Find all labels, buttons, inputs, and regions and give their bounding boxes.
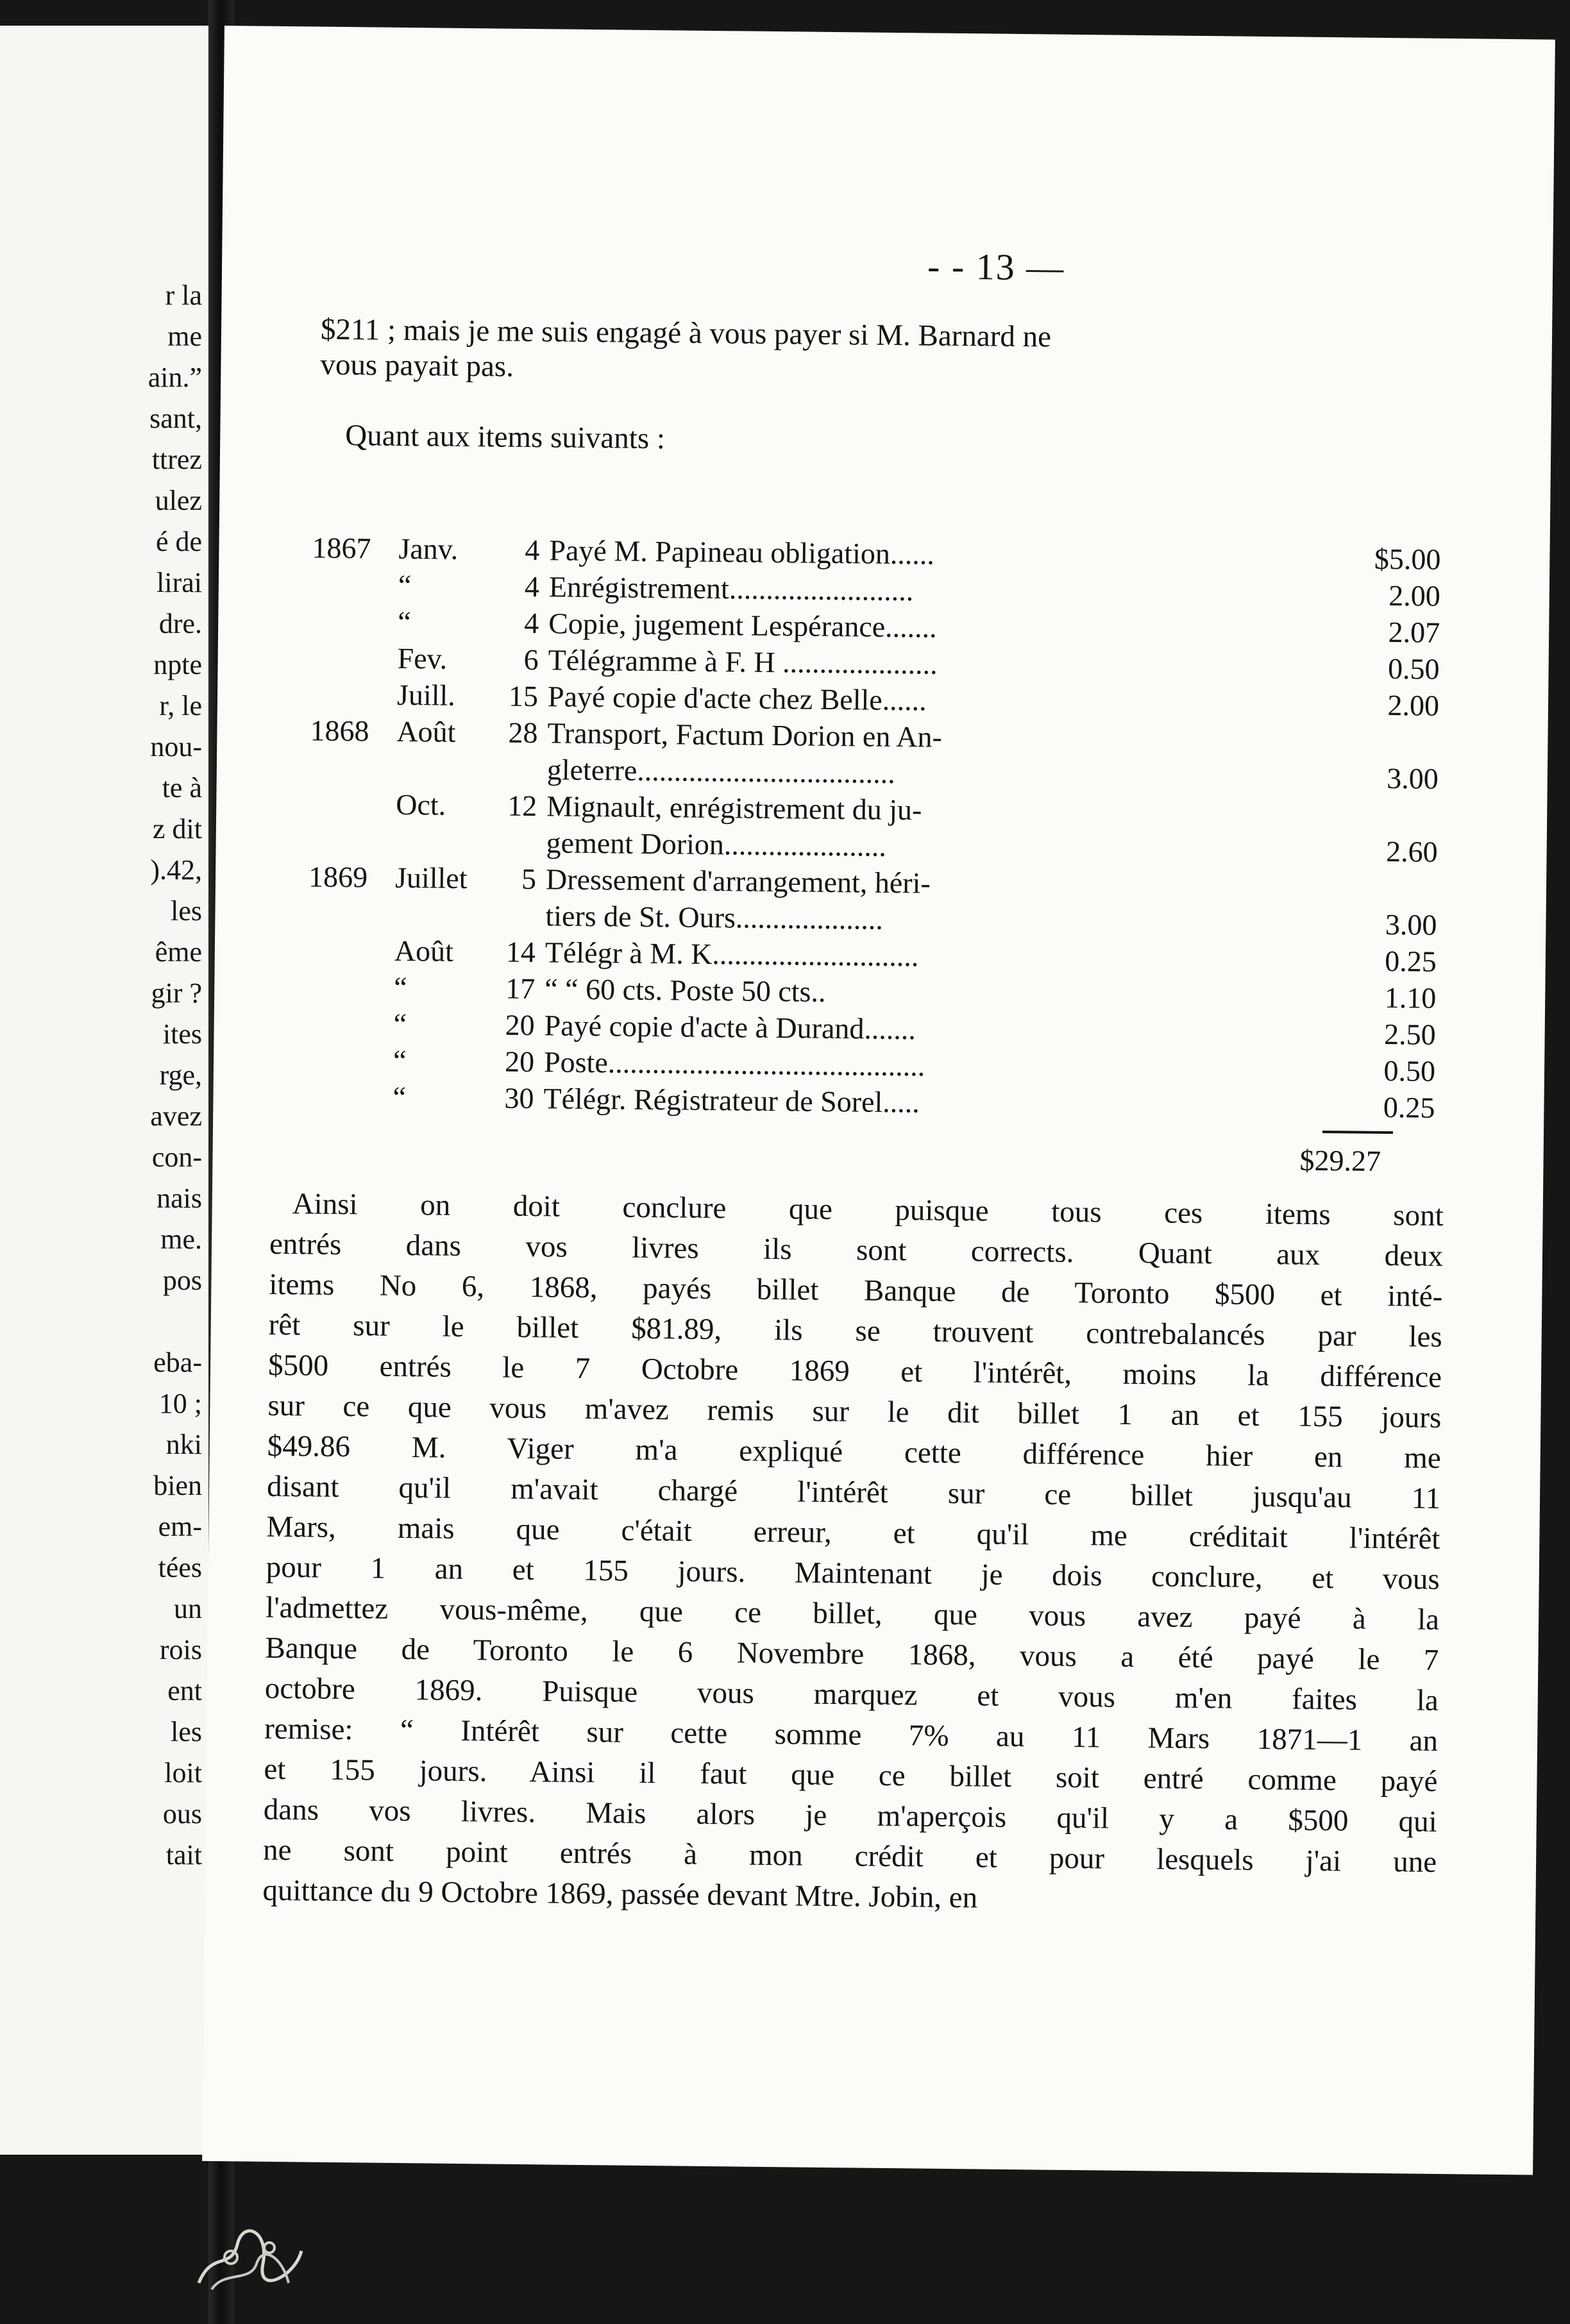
paragraph-line: items No 6, 1868, payés billet Banque de Toronto $500 et inté- <box>269 1267 1443 1313</box>
paragraph-line: Banque de Toronto le 6 Novembre 1868, vous a été payé le 7 <box>265 1631 1439 1677</box>
left-page-fragment: z dit <box>153 813 202 845</box>
entry-day: 20 <box>505 1008 535 1042</box>
paragraph-line: $500 entrés le 7 Octobre 1869 et l'intérêt, moins la différence <box>267 1348 1442 1394</box>
entry-day: 6 <box>523 643 539 677</box>
left-page-fragment: te à <box>162 772 202 804</box>
paragraph-line: pour 1 an et 155 jours. Maintenant je dois conclure, et vous <box>266 1550 1440 1596</box>
left-page-fragment: rge, <box>159 1059 202 1091</box>
entry-month: Juill. <box>396 678 456 712</box>
expense-entry <box>311 641 1440 686</box>
entry-month: “ <box>394 970 408 1004</box>
expense-entry <box>308 970 1437 1015</box>
left-page-fragment: ).42, <box>150 854 202 886</box>
entry-month: “ <box>398 568 412 602</box>
paragraph-line: sur ce que vous m'avez remis sur le dit billet 1 an et 155 jours <box>267 1388 1442 1435</box>
paragraph-line: ne sont point entrés à mon crédit et pour lesquels j'ai une <box>262 1833 1437 1879</box>
entry-desc: Dressement d'arrangement, héri- <box>545 863 931 900</box>
entry-amount: 2.00 <box>1387 689 1440 722</box>
paragraph-line: dans vos livres. Mais alors je m'aperçois qu'il y a $500 qui <box>263 1792 1438 1839</box>
left-page-fragment: lirai <box>156 567 202 598</box>
entry-year <box>312 569 392 570</box>
total-rule <box>1322 1131 1393 1134</box>
entry-amount: $5.00 <box>1374 542 1441 576</box>
paragraph-line: rêt sur le billet $81.89, ils se trouvent contrebalancés par les <box>268 1308 1442 1354</box>
intro-line: vous payait pas. <box>320 348 514 383</box>
entry-month <box>395 900 498 901</box>
left-page-fragment: r la <box>165 280 202 311</box>
expense-entry <box>310 678 1440 722</box>
expense-entry <box>310 752 1439 795</box>
paragraph-line: l'admettez vous-même, que ce billet, que vous avez payé à la <box>265 1590 1440 1637</box>
entry-amount: 0.25 <box>1385 945 1437 978</box>
entry-year: 1868 <box>310 714 369 748</box>
entry-month: Juillet <box>394 861 468 895</box>
paragraph-line: $49.86 M. Viger m'a expliqué cette différence hier en me <box>267 1429 1441 1475</box>
entry-amount: 2.00 <box>1389 579 1441 612</box>
entry-amount: 1.10 <box>1384 981 1437 1015</box>
left-page-fragment: dre. <box>158 608 202 639</box>
left-page-fragment: ulez <box>155 485 202 516</box>
entry-day: 30 <box>504 1081 534 1115</box>
left-page-fragment: ttrez <box>151 444 202 475</box>
entry-desc: Mignault, enrégistrement du ju- <box>546 789 922 827</box>
left-page-fragment: con- <box>151 1141 202 1173</box>
entry-month: Août <box>394 934 454 968</box>
left-page-fragment: tait <box>165 1839 202 1871</box>
left-page-fragment: ites <box>162 1018 202 1050</box>
paragraph-line: Mars, mais que c'était erreur, et qu'il me créditait l'intérêt <box>266 1510 1440 1556</box>
entry-day: 28 <box>508 716 538 750</box>
entry-year: 1867 <box>312 531 371 565</box>
left-page-fragment: me <box>167 321 202 352</box>
entry-month <box>396 754 499 755</box>
paragraph-line: quittance du 9 Octobre 1869, passée devant Mtre. Jobin, en <box>262 1873 978 1915</box>
entry-day: 4 <box>524 606 539 640</box>
left-page-fragment: em- <box>158 1511 202 1542</box>
left-page-fragment: 10 ; <box>158 1388 202 1419</box>
entry-day: 4 <box>525 533 540 567</box>
entry-year <box>312 606 392 607</box>
entry-month: “ <box>398 605 411 639</box>
paragraph-line: octobre 1869. Puisque vous marquez et vous m'en faites la <box>264 1671 1439 1717</box>
expense-entry <box>308 898 1437 941</box>
entry-year <box>308 935 388 936</box>
entry-month: “ <box>393 1007 407 1041</box>
entry-amount: 0.25 <box>1383 1091 1435 1124</box>
entry-desc: Payé copie d'acte chez Belle...... <box>547 680 927 717</box>
paragraph-line: disant qu'il m'avait chargé l'intérêt sur ce billet jusqu'au 11 <box>266 1469 1441 1515</box>
left-page-fragment: ent <box>167 1675 202 1706</box>
left-page-fragment: r, le <box>159 690 202 721</box>
left-page-fragment: sant, <box>149 403 202 434</box>
entry-day: 17 <box>505 972 536 1006</box>
expense-entry <box>310 714 1439 754</box>
entry-amount: 3.00 <box>1385 908 1437 941</box>
left-page-fragment: npte <box>153 649 202 680</box>
left-page-fragment: me. <box>160 1224 202 1255</box>
entry-month: Janv. <box>398 532 459 566</box>
left-page-fragment: é de <box>155 526 202 557</box>
entry-month <box>396 827 498 828</box>
entry-month: Oct. <box>396 787 446 821</box>
left-page-fragment: ême <box>155 936 202 968</box>
entry-desc: Télégr à M. K............................ <box>544 936 919 973</box>
entry-day <box>502 828 537 829</box>
left-page-edge <box>0 26 208 2155</box>
page-number-header: - - 13 — <box>927 245 1065 289</box>
left-page-fragment: rois <box>160 1634 202 1665</box>
expense-entry <box>307 1043 1436 1088</box>
left-page-fragment: ain.” <box>148 362 202 393</box>
left-page-fragment: tées <box>158 1552 202 1583</box>
left-page-fragment: nki <box>165 1429 202 1460</box>
entry-amount: 0.50 <box>1387 652 1440 686</box>
ornament-icon <box>192 2212 308 2296</box>
intro-line: $211 ; mais je me suis engagé à vous payer si M. Barnard ne <box>320 312 1052 354</box>
left-page-fragment: avez <box>150 1100 202 1132</box>
entry-day: 14 <box>505 935 536 969</box>
entry-year <box>310 752 390 753</box>
items-lead-in: Quant aux items suivants : <box>345 419 666 456</box>
total-amount: $29.27 <box>1299 1143 1381 1177</box>
page-text <box>202 26 1555 2175</box>
left-page-fragment: loit <box>164 1757 202 1789</box>
paragraph-line: Ainsi on doit conclure que puisque tous ces items sont <box>292 1187 1444 1233</box>
entry-day: 15 <box>508 679 539 713</box>
entry-desc: Payé M. Papineau obligation...... <box>549 534 935 571</box>
entry-amount: 3.00 <box>1387 762 1439 795</box>
expense-entry <box>310 787 1439 827</box>
entry-year <box>308 898 389 899</box>
entry-year <box>307 1008 387 1009</box>
left-page-fragment: ous <box>162 1798 202 1830</box>
entry-amount: 0.50 <box>1383 1054 1436 1088</box>
entry-desc: Transport, Factum Dorion en An- <box>547 716 943 754</box>
entry-year: 1869 <box>308 860 368 894</box>
entry-desc: Télégramme à F. H ..................... <box>548 643 938 680</box>
entry-desc: gement Dorion...................... <box>546 826 887 863</box>
expense-entry <box>312 531 1441 576</box>
entry-year <box>310 679 391 680</box>
left-page-fragment: bien <box>153 1470 202 1501</box>
paragraph-line: entrés dans vos livres ils sont corrects. Quant aux deux <box>269 1227 1444 1274</box>
entry-desc: Enrégistrement......................... <box>548 570 914 607</box>
entry-amount: 2.50 <box>1383 1018 1436 1051</box>
expense-entry <box>307 1007 1436 1051</box>
entry-desc: Poste........................................... <box>543 1045 925 1082</box>
expense-entry <box>308 934 1437 978</box>
left-page-fragment: les <box>171 1716 202 1747</box>
entry-day: 4 <box>524 569 540 603</box>
entry-day: 5 <box>521 862 537 896</box>
entry-desc: “ “ 60 cts. Poste 50 cts.. <box>544 972 826 1008</box>
entry-year <box>309 825 389 826</box>
expense-entry <box>312 605 1440 649</box>
entry-month: “ <box>393 1080 407 1114</box>
entry-day <box>501 901 536 902</box>
expense-entry <box>309 825 1438 868</box>
entry-day: 20 <box>504 1045 535 1079</box>
paragraph-line: remise: “ Intérêt sur cette somme 7% au 11 Mars 1871—1 an <box>264 1712 1439 1758</box>
entry-amount: 2.07 <box>1388 616 1440 649</box>
entry-month: Août <box>396 714 456 748</box>
left-page-fragment: les <box>171 895 202 927</box>
left-page-fragment: eba- <box>153 1347 202 1378</box>
expense-entry <box>312 568 1441 612</box>
left-page-fragment: un <box>174 1593 202 1624</box>
entry-desc: tiers de St. Ours.................... <box>545 899 884 936</box>
entry-desc: Copie, jugement Lespérance....... <box>548 607 937 644</box>
entry-desc: Télégr. Régistrateur de Sorel..... <box>543 1082 920 1119</box>
entry-month: “ <box>393 1043 407 1077</box>
entry-year <box>307 1081 387 1082</box>
left-page-fragment: nais <box>156 1183 202 1214</box>
entry-amount: 2.60 <box>1385 835 1438 868</box>
right-page <box>202 26 1555 2175</box>
entry-day: 12 <box>507 789 537 823</box>
left-page-fragment: nou- <box>150 731 202 762</box>
expense-entry <box>308 860 1437 900</box>
paragraph-line: et 155 jours. Ainsi il faut que ce billet soit entré comme payé <box>264 1752 1438 1798</box>
entry-month: Fev. <box>397 641 448 675</box>
entry-desc: gleterre................................... <box>546 753 896 790</box>
left-page-fragment: pos <box>162 1265 202 1296</box>
entry-desc: Payé copie d'acte à Durand....... <box>544 1009 916 1046</box>
expense-entry <box>307 1080 1435 1124</box>
left-page-fragment: gir ? <box>151 977 202 1009</box>
